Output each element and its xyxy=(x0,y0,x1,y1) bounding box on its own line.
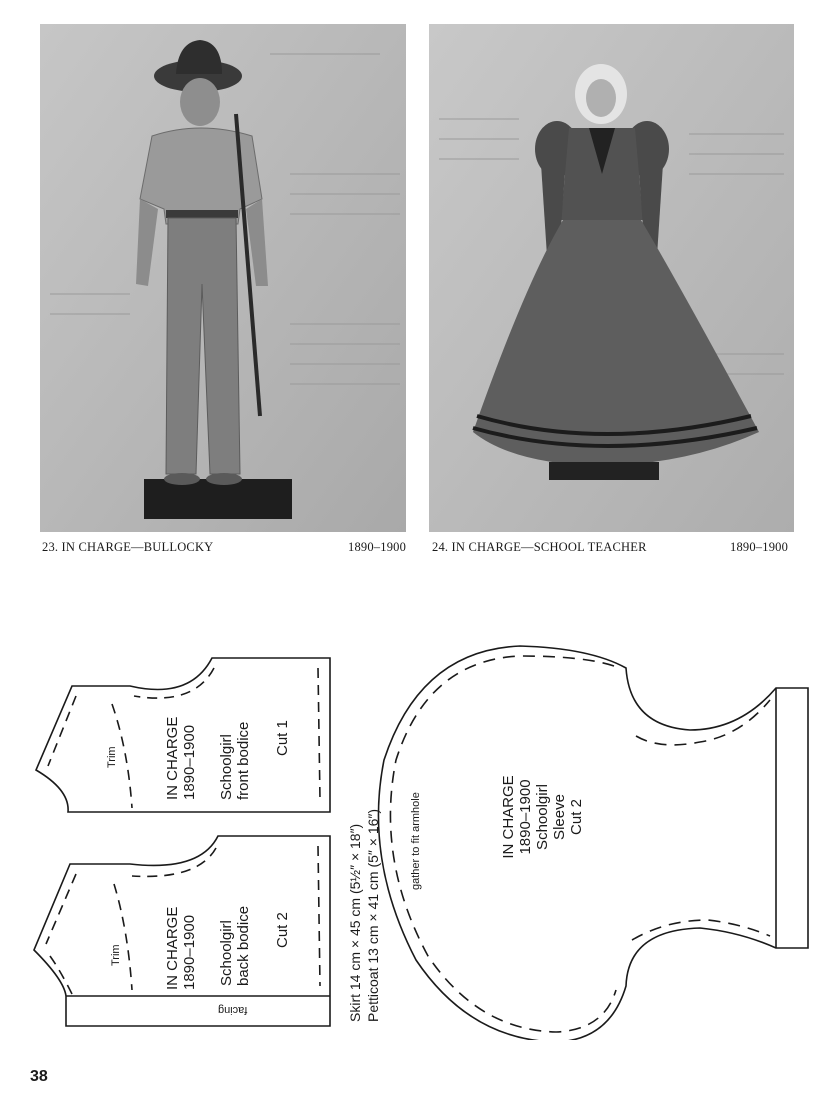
front-bodice-years: 1890–1900 xyxy=(181,724,198,800)
front-bodice-name-line2: front bodice xyxy=(235,721,252,800)
sleeve-cut: Cut 2 xyxy=(568,799,585,835)
sleeve-gather-note: gather to fit armhole xyxy=(410,792,422,890)
sleeve-name-line2: Sleeve xyxy=(551,794,568,840)
back-bodice-name-line2: back bodice xyxy=(235,905,252,986)
front-bodice-pattern xyxy=(36,658,330,812)
photo-years-school-teacher: 1890–1900 xyxy=(730,540,789,554)
photo-bullocky-doll xyxy=(40,24,406,532)
skirt-measurement: Skirt 14 cm × 45 cm (5½″ × 18″) xyxy=(347,823,363,1022)
back-bodice-name-line1: Schoolgirl xyxy=(218,920,235,986)
sewing-pattern-diagrams xyxy=(0,600,838,1040)
page-number: 38 xyxy=(30,1068,48,1085)
back-bodice-trim-label: Trim xyxy=(110,944,122,966)
back-bodice-pattern xyxy=(34,836,330,1026)
bullocky-doll-illustration xyxy=(40,24,406,532)
back-bodice-title: IN CHARGE xyxy=(164,906,181,990)
sleeve-years: 1890–1900 xyxy=(517,779,534,855)
sleeve-title: IN CHARGE xyxy=(500,775,517,859)
school-teacher-doll-illustration xyxy=(429,24,794,532)
petticoat-measurement: Petticoat 13 cm × 41 cm (5″ × 16″) xyxy=(365,808,381,1022)
sleeve-name-line1: Schoolgirl xyxy=(534,784,551,850)
photo-years-bullocky: 1890–1900 xyxy=(348,540,407,554)
photo-school-teacher-doll xyxy=(429,24,794,532)
back-bodice-years: 1890–1900 xyxy=(181,914,198,990)
photo-caption-school-teacher: 24. IN CHARGE—SCHOOL TEACHER xyxy=(432,540,647,554)
photo-caption-bullocky: 23. IN CHARGE—BULLOCKY xyxy=(42,540,214,554)
front-bodice-name-line1: Schoolgirl xyxy=(218,734,235,800)
front-bodice-trim-label: Trim xyxy=(106,746,118,768)
front-bodice-title: IN CHARGE xyxy=(164,716,181,800)
sleeve-pattern xyxy=(378,646,808,1040)
back-bodice-facing-label: facing xyxy=(218,1004,248,1016)
front-bodice-cut: Cut 1 xyxy=(274,720,291,756)
back-bodice-cut: Cut 2 xyxy=(274,912,291,948)
